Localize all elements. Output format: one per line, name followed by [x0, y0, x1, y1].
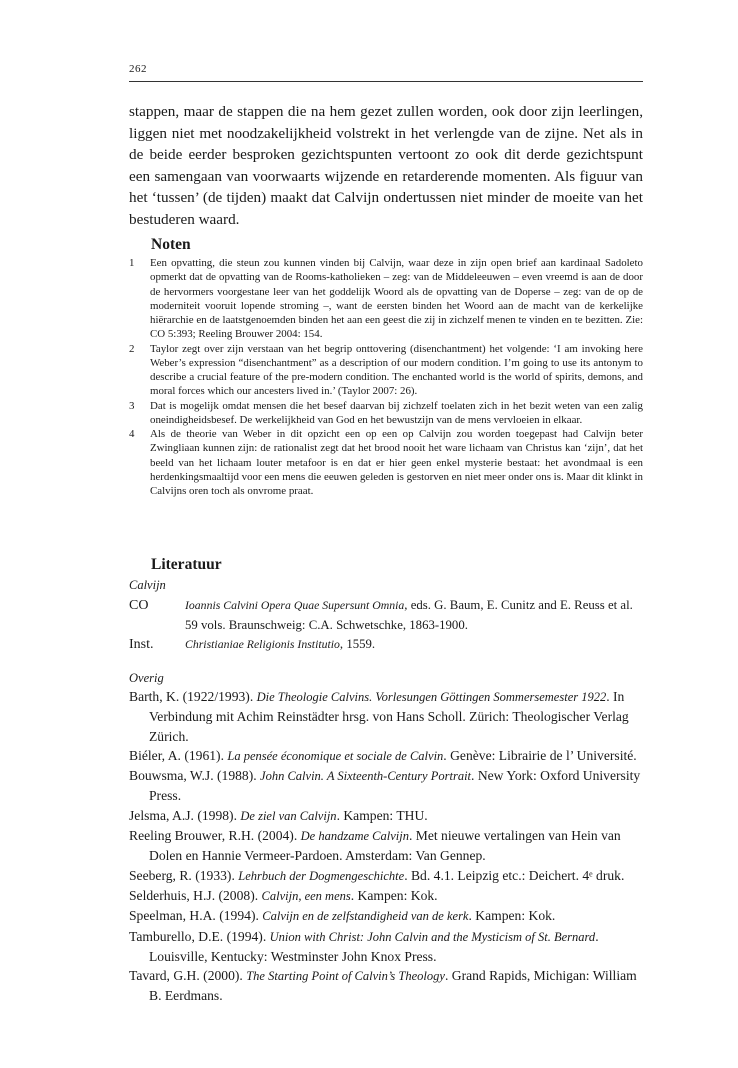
reference-author: Bouwsma, W.J. (1988). [129, 768, 261, 784]
reference-author: Biéler, A. (1961). [129, 747, 228, 763]
reference-title: De handzame Calvijn [300, 829, 409, 844]
note-number: 2 [129, 342, 135, 355]
reference-author: Barth, K. (1922/1993). [129, 689, 257, 704]
calvijn-subheading: Calvijn [129, 578, 166, 592]
note-text: Taylor zegt over zijn verstaan van het begrip onttovering (disenchantment) het volgende: ‘I am invoking here Weber’s expression “disenchantment” as a description of our modern condition. I’m going to use its antonym to describe a crucial feature of the pre-modern condition. The enchanted world is the world of spirits, demons, and moral forces which our ancesters lived in.’ (Taylor 2007: 26). [150, 342, 643, 398]
reference-details: . Kampen: Kok. [468, 908, 556, 924]
reference-entry [129, 927, 643, 967]
reference-entry [129, 687, 643, 746]
note-text: Als de theorie van Weber in dit opzicht een op een op Calvijn zou worden toegepast had Calvijn beter Zwingliaan kunnen zijn: de rationalist zegt dat het brood nooit het ware lichaam van Christus kan ‘zijn’, dat het beeld van het lichaam louter metafoor is en dat er hier geen enkel mysterie bestaat: het avondmaal is een herdenkingsmaaltijd voor een mens die eeuwen geleden is gestorven en niet meer onder ons is. Maar dit klinkt in Calvijns oren toch als onvrome praat. [150, 428, 643, 497]
reference-details: . Grand Rapids, Michigan: William B. Eerdmans. [149, 968, 637, 1004]
reference-title: John Calvin. A Sixteenth-Century Portrait [260, 769, 472, 784]
abbreviation-key: Inst. [129, 637, 154, 652]
overig-subheading: Overig [129, 671, 164, 685]
abbreviation-entry [129, 635, 643, 655]
reference-details: . Kampen: THU. [336, 807, 428, 823]
reference-title: Calvijn en de zelfstandigheid van de kerk [262, 909, 469, 924]
page-number: 262 [129, 63, 147, 75]
notes-heading: Noten [151, 236, 191, 253]
reference-details: . Met nieuwe vertalingen van Hein van Dolen en Hannie Vermeer-Pardoen. Amsterdam: Van Gennep. [149, 828, 621, 864]
reference-author: Selderhuis, H.J. (2008). [129, 887, 262, 903]
reference-title: Calvijn, een mens [261, 888, 351, 903]
abbreviation-entry [129, 596, 643, 635]
abbreviation-details: , 1559. [339, 637, 376, 651]
note-number: 1 [129, 257, 135, 269]
reference-author: Seeberg, R. (1933). [129, 867, 239, 883]
reference-author: Speelman, H.A. (1994). [129, 908, 263, 924]
note-item [129, 256, 643, 342]
abbreviation-key: CO [129, 598, 149, 613]
note-number: 4 [129, 428, 135, 440]
body-paragraph: stappen, maar de stappen die na hem gezet zullen worden, ook door zijn leerlingen, liggen niet met noodzakelijkheid volstrekt in het verlengde van de zijne. Net als in de beide eerder besproken gezichtspunten vertoont zo ook dit derde gezichtspunt een samengaan van voorwaarts wijzende en retarderende momenten. Als figuur van het ‘tussen’ (de tijden) maakt dat Calvijn ondertussen niet minder de moeite van het bestuderen waard. [129, 103, 643, 228]
reference-title: La pensée économique et sociale de Calvin [227, 748, 444, 763]
reference-title: Die Theologie Calvins. Vorlesungen Göttingen Sommersemester 1922 [256, 690, 607, 704]
reference-details: . Louisville, Kentucky: Westminster John Knox Press. [149, 928, 599, 964]
reference-author: Jelsma, A.J. (1998). [129, 807, 241, 823]
reference-details: . Bd. 4.1. Leipzig etc.: Deichert. 4ᵉ druk. [404, 867, 625, 883]
abbreviation-title: Ioannis Calvini Opera Quae Supersunt Omnia [185, 599, 405, 612]
note-item [129, 399, 643, 428]
reference-details: . Kampen: Kok. [350, 887, 438, 903]
literature-heading: Literatuur [151, 556, 222, 573]
reference-author: Tamburello, D.E. (1994). [129, 928, 270, 944]
reference-details: . Genève: Librairie de l’ Université. [443, 747, 637, 763]
reference-entry [129, 806, 643, 826]
reference-author: Tavard, G.H. (2000). [129, 968, 247, 984]
reference-title: Union with Christ: John Calvin and the Mysticism of St. Bernard [269, 929, 596, 944]
reference-entry [129, 766, 643, 806]
abbreviation-title: Christianiae Religionis Institutio [185, 638, 340, 651]
note-number: 3 [129, 399, 135, 412]
abbreviation-value [185, 596, 643, 635]
reference-entry [129, 746, 643, 766]
reference-entry [129, 866, 643, 886]
abbreviation-details: , eds. G. Baum, E. Cunitz and E. Reuss et al. 59 vols. Braunschweig: C.A. Schwetschke, 1863-1900. [185, 598, 633, 632]
reference-list [129, 687, 643, 1006]
reference-details: . New York: Oxford University Press. [149, 768, 641, 804]
reference-author: Reeling Brouwer, R.H. (2004). [129, 828, 301, 844]
reference-entry [129, 826, 643, 866]
abbreviation-value [185, 635, 643, 655]
reference-entry [129, 966, 643, 1006]
reference-title: De ziel van Calvijn [240, 808, 337, 823]
note-item [129, 342, 643, 399]
notes-list [129, 256, 643, 498]
reference-entry [129, 906, 643, 926]
note-item [129, 427, 643, 498]
reference-details: . In Verbindung mit Achim Reinstädter hrsg. von Hans Scholl. Zürich: Theologischer Verlag Zürich. [149, 689, 629, 744]
abbreviation-list [129, 596, 643, 655]
note-text: Een opvatting, die steun zou kunnen vinden bij Calvijn, waar deze in zijn open brief aan kardinaal Sadoleto opmerkt dat de opvatting van de Rooms-katholieken – zeg: van de Middeleeuwen – even vreemd is aan de door de hervormers voorgestane leer van het goddelijk Woord als de opvatting van de Doperse – zeg: van de op de moderniteit vooruit lopende stroming –, want de eersten binden het Woord aan de macht van de kerkelijke hiërarchie en de laatstgenoemden binden het aan een geest die zij in zichzelf menen te vinden en te bezitten. Zie: CO 5:393; Reeling Brouwer 2004: 154. [150, 257, 643, 341]
header-rule [129, 81, 643, 82]
note-text: Dat is mogelijk omdat mensen die het besef daarvan bij zichzelf toelaten zich in het bezit weten van een zalig oneindigheidsbesef. De werkelijkheid van God en het bewustzijn van de mens vervloeien in elkaar. [150, 399, 643, 426]
reference-title: Lehrbuch der Dogmengeschichte [238, 868, 405, 883]
reference-title: The Starting Point of Calvin’s Theology [246, 969, 445, 984]
reference-entry [129, 886, 643, 906]
